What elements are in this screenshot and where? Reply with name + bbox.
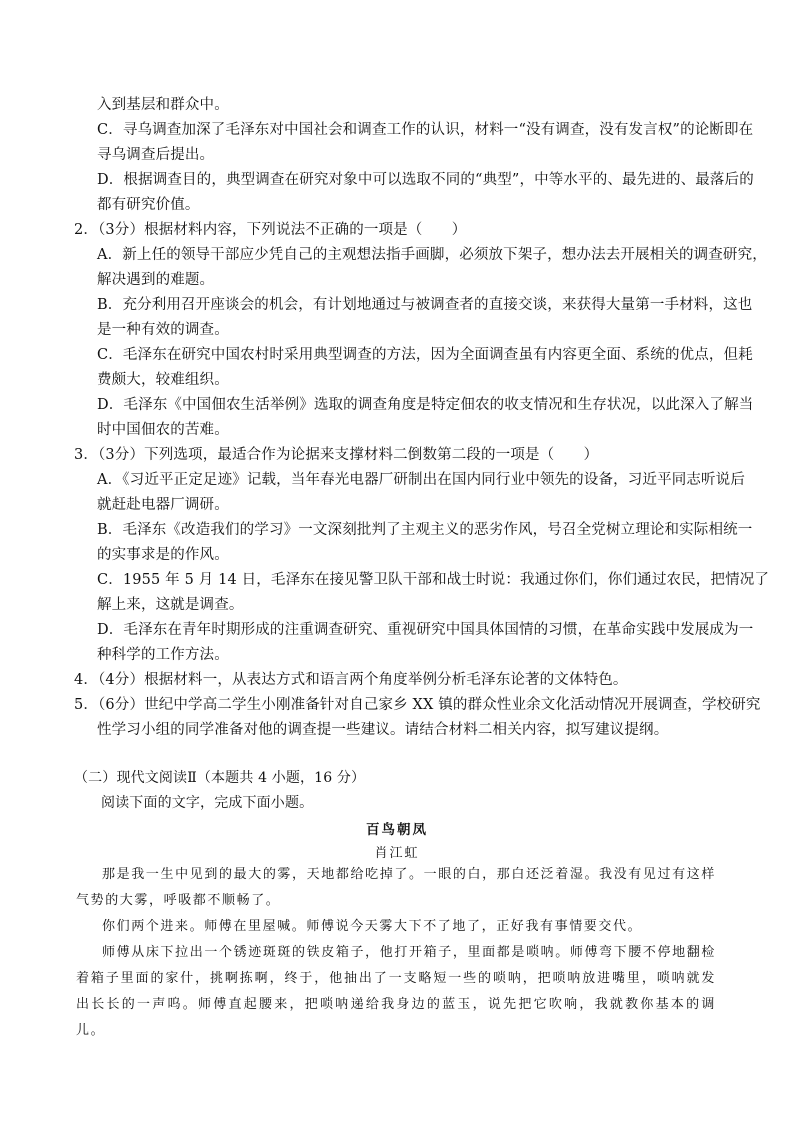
q2-option-c-line-1: C．毛泽东在研究中国农村时采用典型调查的方法，因为全面调查虽有内容更全面、系统的优点，但耗 bbox=[97, 347, 753, 363]
story-title: 百鸟朝凤 bbox=[366, 822, 428, 838]
q3-option-d-line-2: 种科学的工作方法。 bbox=[97, 647, 229, 663]
option-c-line-1: C．寻乌调查加深了毛泽东对中国社会和调查工作的认识，材料一“没有调查，没有发言权”的论断即在 bbox=[97, 122, 754, 138]
story-paragraph-1: 那是我一生中见到的最大的雾，天地都给吃掉了。一眼的白，那白还泛着湿。我没有见过有这样气势的大雾，呼吸都不顺畅了。 bbox=[76, 867, 716, 908]
option-d-line-1: D．根据调查目的，典型调查在研究对象中可以选取不同的“典型”，中等水平的、最先进的、最落后的 bbox=[97, 172, 754, 188]
question-5-line-1: 5．（6分）世纪中学高二学生小刚准备针对自己家乡 XX 镇的群众性业余文化活动情况开展调查，学校研究 bbox=[74, 697, 761, 713]
q2-option-d-line-1: D．毛泽东《中国佃农生活举例》选取的调查角度是特定佃农的收支情况和生存状况，以此深入了解当 bbox=[97, 397, 754, 413]
story-paragraph-3: 师傅从床下拉出一个锈迹斑斑的铁皮箱子，他打开箱子，里面都是唢呐。师傅弯下腰不停地翻检着箱子里面的家什，挑啊拣啊，终于，他抽出了一支略短一些的唢呐，把唢呐放进嘴里，唢呐就发出长长的一声呜。师傅直起腰来，把唢呐递给我身边的蓝玉，说先把它吹响，我就教你基本的调儿。 bbox=[76, 945, 716, 1038]
q3-option-d-line-1: D．毛泽东在青年时期形成的注重调查研究、重视研究中国具体国情的习惯，在革命实践中发展成为一 bbox=[97, 622, 754, 638]
q2-option-d-line-2: 时中国佃农的苦难。 bbox=[97, 422, 229, 438]
q3-option-b-line-1: B．毛泽东《改造我们的学习》一文深刻批判了主观主义的恶劣作风，号召全党树立理论和实际相统一 bbox=[97, 522, 753, 538]
q2-option-c-line-2: 费颇大，较难组织。 bbox=[97, 372, 229, 388]
question-2-stem: 2．（3分）根据材料内容，下列说法不正确的一项是（ ） bbox=[74, 222, 467, 238]
section-2-instruction: 阅读下面的文字，完成下面小题。 bbox=[101, 795, 314, 811]
option-c-line-2: 寻乌调查后提出。 bbox=[97, 147, 215, 163]
q2-option-b-line-1: B．充分利用召开座谈会的机会，有计划地通过与被调查者的直接交谈，来获得大量第一手材料，这也 bbox=[97, 297, 753, 313]
story-paragraph-2: 你们两个进来。师傅在里屋喊。师傅说今天雾大下不了地了，正好我有事情要交代。 bbox=[102, 919, 643, 934]
q2-option-b-line-2: 是一种有效的调查。 bbox=[97, 322, 229, 338]
option-b-continuation: 入到基层和群众中。 bbox=[97, 97, 229, 113]
q3-option-c-line-2: 解上来，这就是调查。 bbox=[97, 597, 244, 613]
q2-option-a-line-2: 解决遇到的难题。 bbox=[97, 272, 215, 288]
question-5-line-2: 性学习小组的同学准备对他的调查提一些建议。请结合材料二相关内容，拟写建议提纲。 bbox=[97, 722, 669, 738]
q2-option-a-line-1: A．新上任的领导干部应少凭自己的主观想法指手画脚，必须放下架子，想办法去开展相关的调查研究， bbox=[97, 247, 767, 263]
q3-option-a-line-1: A．《习近平正定足迹》记载，当年春光电器厂研制出在国内同行业中领先的设备，习近平同志听说后 bbox=[97, 472, 745, 488]
q3-option-b-line-2: 的实事求是的作风。 bbox=[97, 547, 229, 563]
q3-option-a-line-2: 就赶赴电器厂调研。 bbox=[97, 497, 229, 513]
section-2-heading: （二）现代文阅读Ⅱ（本题共 4 小题，16 分） bbox=[74, 770, 366, 786]
story-author: 肖江虹 bbox=[374, 846, 420, 861]
question-3-stem: 3．（3分）下列选项，最适合作为论据来支撑材料二倒数第二段的一项是（ ） bbox=[74, 447, 599, 463]
q3-option-c-line-1: C．1955 年 5 月 14 日，毛泽东在接见警卫队干部和战士时说：我通过你们，你们通过农民，把情况了 bbox=[97, 572, 770, 588]
option-d-line-2: 都有研究价值。 bbox=[97, 197, 200, 213]
question-4-stem: 4．（4分）根据材料一，从表达方式和语言两个角度举例分析毛泽东论著的文体特色。 bbox=[74, 672, 628, 688]
